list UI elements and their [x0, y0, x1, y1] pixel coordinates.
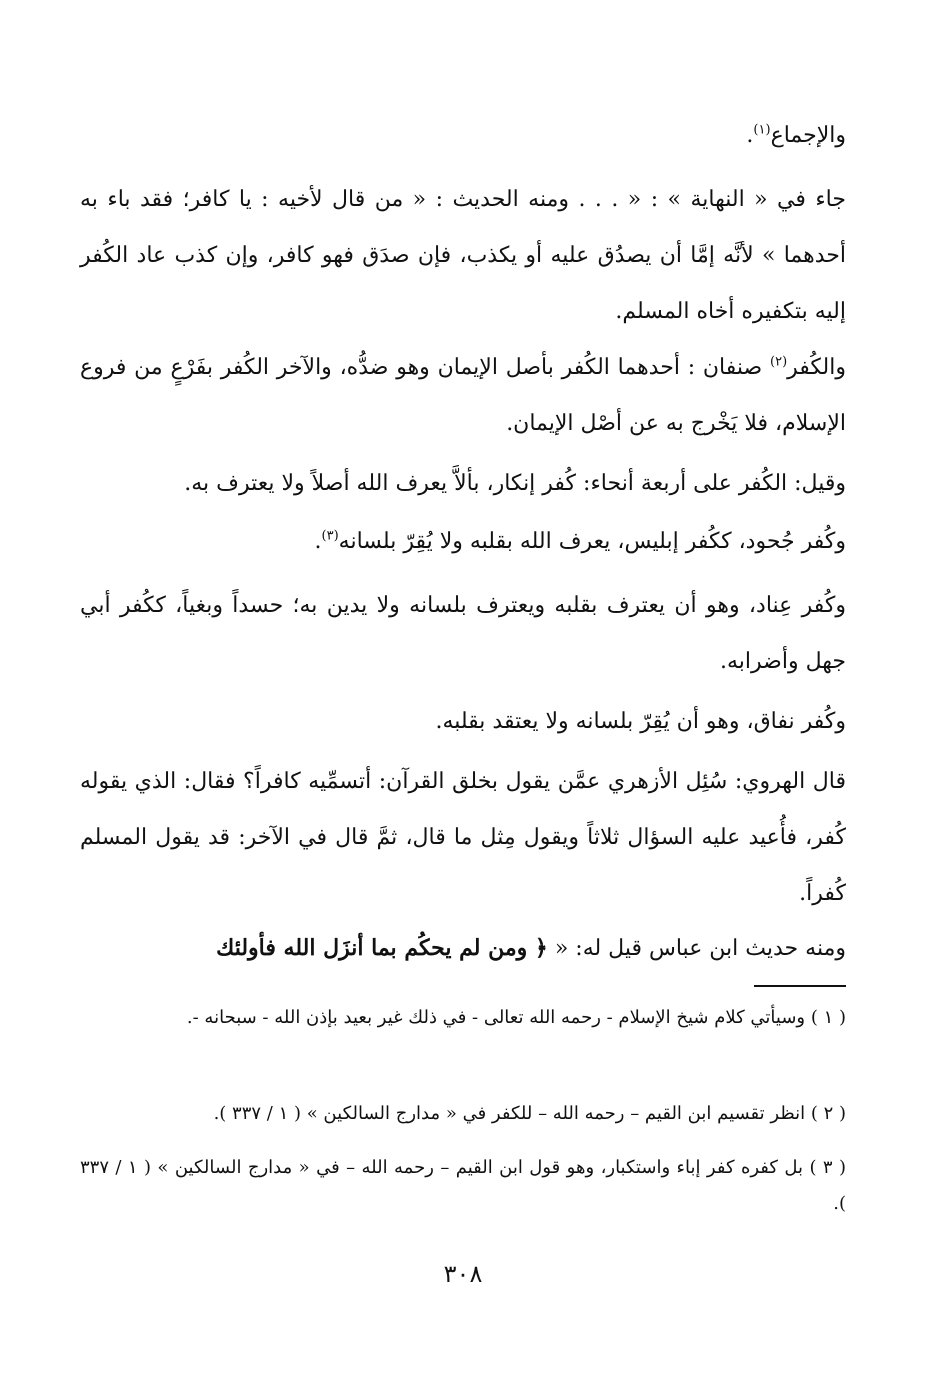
- footnote-ref-3: (٣): [321, 528, 339, 544]
- footnote-1: ( ١ ) وسيأتي كلام شيخ الإسلام - رحمه الله تعالى - في ذلك غير بعيد بإذن الله - سبحانه -.: [186, 1007, 846, 1028]
- paragraph-ijma: والإجماع$^{(١)}$.: [746, 122, 846, 148]
- footnote-ref-1: (١): [753, 122, 771, 138]
- book-page: [80, 100, 846, 1340]
- footnote-3: ( ٣ ) بل كفره كفر إباء واستكبار، وهو قول ابن القيم – رحمه الله – في « مدارج السالكين » ( ١ / ٣٣٧ ).: [80, 1157, 846, 1214]
- paragraph-nihaya: جاء في « النهاية » : « . . . ومنه الحديث : « من قال لأخيه : يا كافر؛ فقد باء به أحدهما » لأنَّه إمَّا أن يصدُق عليه أو يكذب، فإن صدَق فهو كافر، وإن كذب عاد الكُفر إليه بتكفيره أخاه المسلم.: [80, 187, 846, 324]
- footnote-2: ( ٢ ) انظر تقسيم ابن القيم – رحمه الله – للكفر في « مدارج السالكين » ( ١ / ٣٣٧ ).: [213, 1103, 846, 1124]
- quran-verse: ﴿ ومن لم يحكُم بما أنزَل الله فأولئك: [216, 935, 548, 961]
- page-number: ٣٠٨: [443, 1260, 483, 1288]
- footnote-ref-2: (٢): [770, 354, 788, 370]
- paragraph-kufr-nifaq: وكُفر نفاق، وهو أن يُقِرّ بلسانه ولا يعتقد بقلبه.: [435, 709, 846, 734]
- paragraph-four-kinds: وقيل: الكُفر على أربعة أنحاء: كُفر إنكار، بألاَّ يعرف الله أصلاً ولا يعترف به.: [184, 471, 846, 496]
- paragraph-kufr-inad: وكُفر عِناد، وهو أن يعترف بقلبه ويعترف بلسانه ولا يدين به؛ حسداً وبغياً، ككُفر أبي جهل وأضرابه.: [80, 593, 846, 674]
- paragraph-harawi: قال الهروي: سُئِل الأزهري عمَّن يقول بخلق القرآن: أتسمِّيه كافراً؟ فقال: الذي يقوله كُفر، فأُعيد عليه السؤال ثلاثاً ويقول مِثل ما قال، ثمَّ قال في الآخر: قد يقول المسلم كُفراً.: [80, 769, 846, 906]
- paragraph-kufr-types: والكُفر$^{(٢)}$ صنفان : أحدهما الكُفر بأصل الإيمان وهو ضدُّه، والآخر الكُفر بفَرْعٍ من فروع الإسلام، فلا يَخْرج به عن أصْل الإيمان.: [80, 354, 846, 436]
- paragraph-ibn-abbas: ومنه حديث ابن عباس قيل له: « ﴿ ومن لم يحكُم بما أنزَل الله فأولئك: [216, 935, 846, 961]
- paragraph-kufr-juhud: وكُفر جُحود، ككُفر إبليس، يعرف الله بقلبه ولا يُقِرّ بلسانه$^{(٣)}$.: [314, 528, 846, 554]
- footnote-divider: [754, 985, 846, 987]
